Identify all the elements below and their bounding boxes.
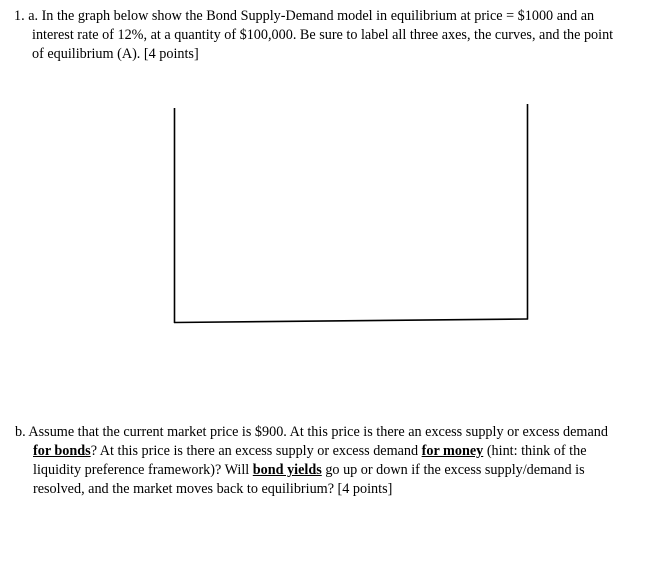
graph-bottom-axis <box>174 319 528 323</box>
question-1b-line-2-text: ? At this price is there an excess supply or excess demand <box>90 443 422 459</box>
blank-graph-area <box>171 102 531 326</box>
emphasis-bond-yields: bond yields <box>252 462 322 478</box>
question-1b-line-2-tail: (hint: think of the <box>483 443 587 459</box>
question-1b-line-2 <box>15 442 640 461</box>
question-1b-line-3-text: liquidity preference framework)? Will <box>33 462 253 478</box>
question-1a-line-2: interest rate of 12%, at a quantity of $100,000. Be sure to label all three axes, the curves, and the point <box>32 27 614 43</box>
question-1b <box>15 423 640 499</box>
emphasis-for-money: for money <box>421 443 484 459</box>
question-1b-line-3 <box>15 461 640 480</box>
question-1b-line-1: b. Assume that the current market price is $900. At this price is there an excess supply or excess demand <box>15 424 608 440</box>
emphasis-for-bonds: for bonds <box>33 443 91 459</box>
question-1b-line-4: resolved, and the market moves back to equilibrium? [4 points] <box>33 481 393 497</box>
question-1a <box>14 7 639 64</box>
question-1b-line-3-rest: go up or down if the excess supply/demand is <box>321 462 585 478</box>
question-1a-line-1: 1. a. In the graph below show the Bond Supply-Demand model in equilibrium at price = $1000 and an <box>14 8 595 24</box>
question-1a-line-3: of equilibrium (A). [4 points] <box>32 46 199 62</box>
